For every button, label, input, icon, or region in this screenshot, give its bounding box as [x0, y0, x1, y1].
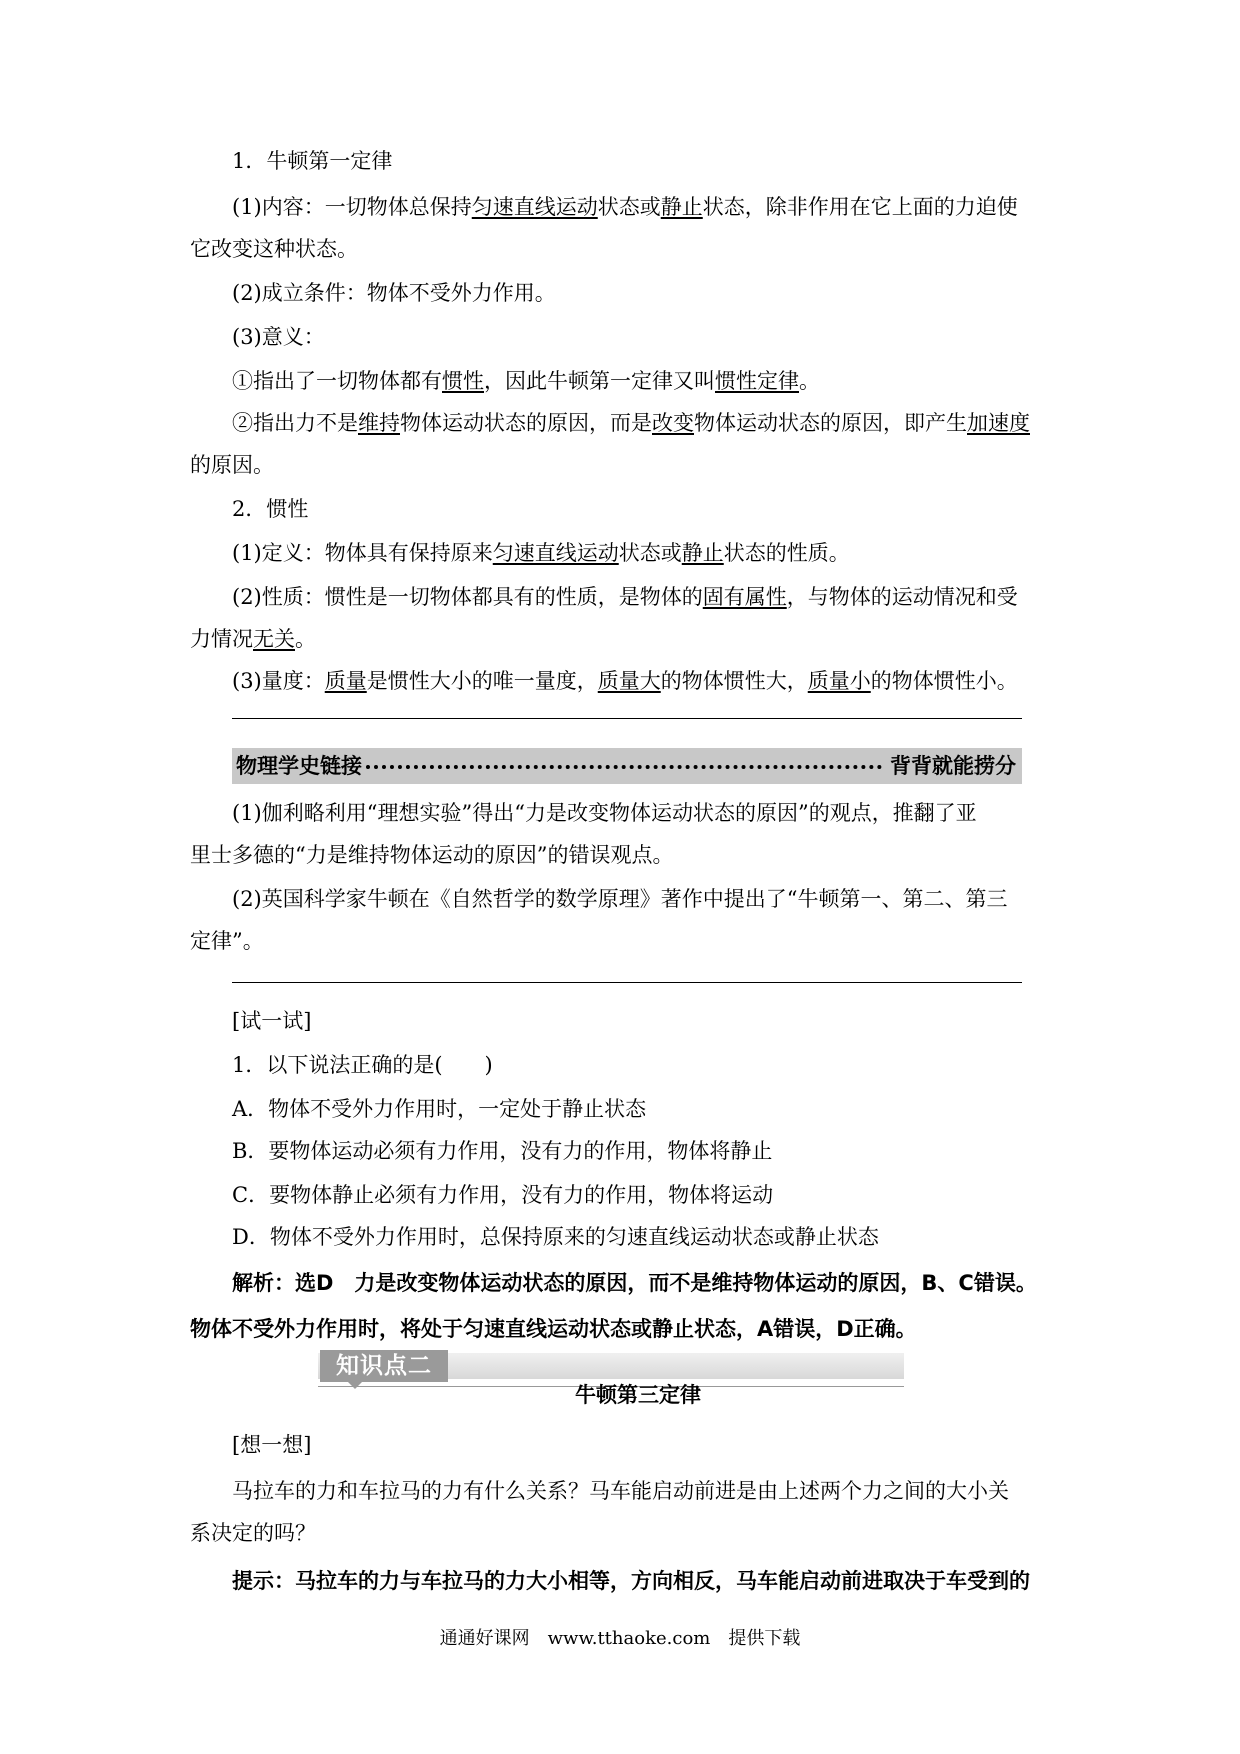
- think-hint: 提示：马拉车的力与车拉马的力大小相等，方向相反，马车能启动前进取决于车受到的: [232, 1569, 1030, 1593]
- try-heading: [试一试]: [232, 1009, 312, 1033]
- think-question-line2: 系决定的吗？: [190, 1521, 316, 1545]
- history-point-2-line2: 定律”。: [190, 929, 264, 953]
- inertia-measure: (3)量度：质量是惯性大小的唯一量度，质量大的物体惯性大，质量小的物体惯性小。: [232, 669, 1018, 693]
- law1-content-line1: (1)内容：一切物体总保持匀速直线运动状态或静止状态，除非作用在它上面的力迫使: [232, 195, 1018, 219]
- section-1-title: 1．牛顿第一定律: [232, 149, 393, 173]
- law1-meaning-2-line2: 的原因。: [190, 453, 274, 477]
- knowledge-point-tab: 知识点二: [320, 1350, 448, 1382]
- knowledge-point-tab-pointer: [348, 1382, 362, 1389]
- law1-meaning: (3)意义：: [232, 325, 325, 349]
- try-option-c: C．要物体静止必须有力作用，没有力的作用，物体将运动: [232, 1183, 774, 1207]
- try-question: 1．以下说法正确的是( ): [232, 1053, 493, 1077]
- inertia-property-line2: 力情况无关。: [190, 627, 316, 651]
- try-analysis-line1: 解析：选D 力是改变物体运动状态的原因，而不是维持物体运动的原因，B、C错误。: [232, 1271, 1037, 1295]
- try-option-d: D．物体不受外力作用时，总保持原来的匀速直线运动状态或静止状态: [232, 1225, 879, 1249]
- think-question-line1: 马拉车的力和车拉马的力有什么关系？马车能启动前进是由上述两个力之间的大小关: [232, 1479, 1009, 1503]
- law1-condition: (2)成立条件：物体不受外力作用。: [232, 281, 556, 305]
- section-2-title: 2．惯性: [232, 497, 309, 521]
- history-link-label: 物理学史链接: [232, 748, 366, 784]
- think-heading: [想一想]: [232, 1433, 312, 1457]
- history-point-1-line2: 里士多德的“力是维持物体运动的原因”的错误观点。: [190, 843, 674, 867]
- dotted-leader: [366, 765, 882, 769]
- knowledge-point-title: 牛顿第三定律: [575, 1383, 701, 1407]
- divider-bottom: [232, 982, 1022, 983]
- try-option-b: B．要物体运动必须有力作用，没有力的作用，物体将静止: [232, 1139, 773, 1163]
- inertia-property-line1: (2)性质：惯性是一切物体都具有的性质，是物体的固有属性，与物体的运动情况和受: [232, 585, 1018, 609]
- try-option-a: A．物体不受外力作用时，一定处于静止状态: [232, 1097, 647, 1121]
- history-point-2-line1: (2)英国科学家牛顿在《自然哲学的数学原理》著作中提出了“牛顿第一、第二、第三: [232, 887, 1008, 911]
- divider-top: [232, 718, 1022, 719]
- law1-meaning-1: ①指出了一切物体都有惯性，因此牛顿第一定律又叫惯性定律。: [232, 369, 820, 393]
- page-footer: 通通好课网 www.tthaoke.com 提供下载: [439, 1628, 801, 1649]
- law1-meaning-2-line1: ②指出力不是维持物体运动状态的原因，而是改变物体运动状态的原因，即产生加速度: [232, 411, 1030, 435]
- history-link-bar: [232, 748, 1022, 784]
- law1-content-line2: 它改变这种状态。: [190, 237, 358, 261]
- try-analysis-line2: 物体不受外力作用时，将处于匀速直线运动状态或静止状态，A错误，D正确。: [190, 1317, 917, 1341]
- history-link-tag: 背背就能捞分: [890, 754, 1016, 778]
- history-point-1-line1: (1)伽利略利用“理想实验”得出“力是改变物体运动状态的原因”的观点，推翻了亚: [232, 801, 977, 825]
- inertia-definition: (1)定义：物体具有保持原来匀速直线运动状态或静止状态的性质。: [232, 541, 850, 565]
